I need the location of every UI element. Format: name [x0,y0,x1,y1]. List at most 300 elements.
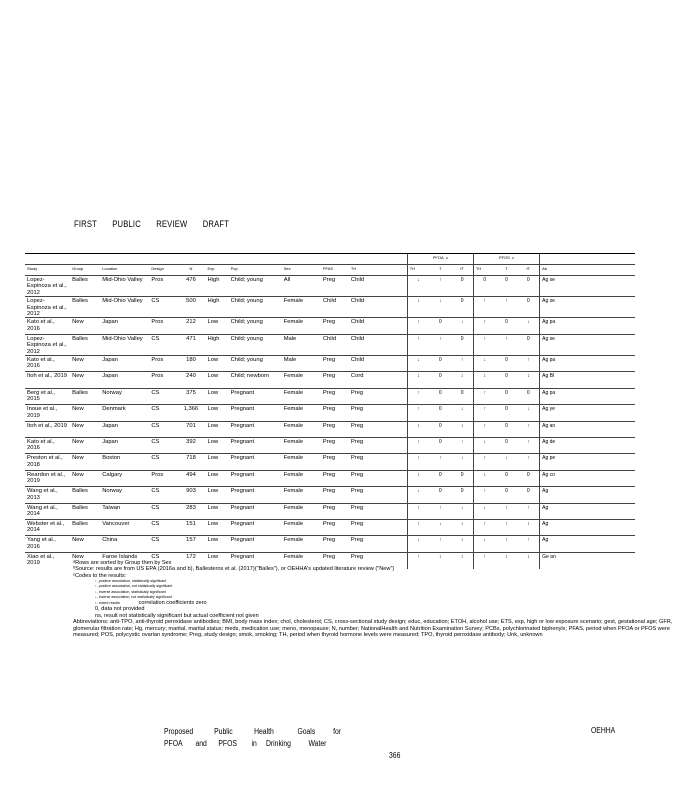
cell-result: ↑ [429,503,451,519]
cell-result: ↑ [407,405,429,421]
cell-group: New [70,405,100,421]
table-row [25,334,635,355]
cell-result: ↑ [518,356,540,372]
cell-result: ↕ [495,552,517,568]
cell-result: ↓ [451,318,473,334]
col-header: Group [70,265,100,276]
cell-design: CS [149,297,176,318]
cell-study: Kato et al., 2016 [25,356,70,372]
cell-loc: Mid-Ohio Valley [100,334,149,355]
cell-group: Balles [70,297,100,318]
header-spacer [540,254,635,265]
cell-exp: Low [206,536,229,552]
cell-result: ↑ [473,334,495,355]
cell-th: Preg [349,421,407,437]
col-header: Exp [206,265,229,276]
cell-sex: Female [282,438,321,454]
cell-result: 0 [429,421,451,437]
cell-exp: Low [206,318,229,334]
cell-n: 718 [176,454,205,470]
cell-result: ↕ [518,519,540,535]
cell-pfas: Preg [321,519,349,535]
cell-loc: Calgary [100,470,149,486]
cell-result: ↑ [495,297,517,318]
cell-result: ↑ [473,405,495,421]
cell-group: New [70,438,100,454]
cell-exp: Low [206,356,229,372]
cell-loc: Japan [100,372,149,388]
cell-abbrev: Ag pa [540,388,635,404]
cell-loc: Mid-Ohio Valley [100,276,149,297]
cell-pfas: Preg [321,454,349,470]
col-header: Pop [229,265,282,276]
banner-word: FIRST [74,219,97,229]
cell-th: Cord [349,372,407,388]
cell-design: Pros [149,276,176,297]
cell-result: ↕ [473,372,495,388]
table-row [25,519,635,535]
cell-result: ↑ [407,438,429,454]
table-notes [73,560,673,639]
cell-abbrev: Ag ye [540,405,635,421]
header-spacer [25,254,407,265]
cell-abbrev: Ag se [540,334,635,355]
table-row [25,438,635,454]
cell-abbrev: Ag se [540,276,635,297]
cell-th: Child [349,276,407,297]
cell-result: ↕ [451,536,473,552]
cell-study: Webster et al., 2014 [25,519,70,535]
cell-th: Preg [349,405,407,421]
cell-exp: Low [206,454,229,470]
table-row [25,470,635,486]
cell-result: ↕ [518,372,540,388]
cell-study: Kato et al., 2016 [25,318,70,334]
cell-result: ↑ [429,536,451,552]
cell-study: Lopez-Espinoza et al., 2012 [25,276,70,297]
cell-result: ↑ [407,318,429,334]
cell-pfas: Preg [321,438,349,454]
col-header: TH [349,265,407,276]
cell-n: 1,366 [176,405,205,421]
cell-result: ↓ [429,519,451,535]
cell-th: Preg [349,536,407,552]
cell-study: Lopez-Espinoza et al., 2012 [25,334,70,355]
sub-col-header: T [429,265,451,276]
cell-result: ↓ [473,536,495,552]
cell-n: 157 [176,536,205,552]
cell-design: CS [149,552,176,568]
cell-group: New [70,552,100,568]
note: ᶜCodes to the results: [73,572,127,579]
cell-design: Pros [149,318,176,334]
cell-result: ↕ [407,470,429,486]
cell-result: ↑ [518,536,540,552]
cell-pfas: Preg [321,552,349,568]
col-header: Sex [282,265,321,276]
cell-result: 0 [495,356,517,372]
cell-result: ↕ [518,552,540,568]
cell-exp: Low [206,388,229,404]
cell-design: CS [149,503,176,519]
cell-result: 0 [451,334,473,355]
cell-result: 0 [518,334,540,355]
cell-n: 392 [176,438,205,454]
cell-exp: Low [206,503,229,519]
cell-result: ↓ [407,356,429,372]
cell-th: Preg [349,519,407,535]
cell-result: 0 [518,487,540,503]
cell-pop: Child; young [229,297,282,318]
cell-pop: Child; young [229,356,282,372]
cell-result: 0 [495,388,517,404]
cell-result: ↑ [451,356,473,372]
cell-result: ↕ [451,552,473,568]
sub-col-header: T [495,265,517,276]
cell-result: 0 [495,276,517,297]
cell-group: Balles [70,334,100,355]
cell-pfas: Preg [321,356,349,372]
cell-result: ↕ [451,372,473,388]
cell-result: ↕ [429,552,451,568]
cell-result: ↑ [407,334,429,355]
table-row [25,388,635,404]
footer-word: Public [214,727,233,736]
cell-study: Kato et al., 2016 [25,438,70,454]
sub-col-header: TH [407,265,429,276]
cell-group: Balles [70,276,100,297]
cell-loc: Boston [100,454,149,470]
cell-pfas: Preg [321,503,349,519]
cell-result: ↓ [451,503,473,519]
draft-banner [74,219,244,229]
cell-result: ↑ [495,334,517,355]
cell-study: Reardon et al., 2019 [25,470,70,486]
cell-loc: Japan [100,438,149,454]
header-pfos: PFOS c [473,254,539,265]
cell-result: ↓ [407,487,429,503]
cell-result: ↕ [407,421,429,437]
cell-n: 903 [176,487,205,503]
cell-result: ↑ [495,503,517,519]
cell-result: 0 [495,438,517,454]
cell-loc: Denmark [100,405,149,421]
cell-design: Pros [149,372,176,388]
cell-result: 0 [495,372,517,388]
cell-pop: Pregnant [229,536,282,552]
cell-result: ↓ [495,454,517,470]
cell-pfas: Preg [321,487,349,503]
cell-abbrev: Ag [540,503,635,519]
cell-th: Preg [349,487,407,503]
cell-result: ↓ [473,356,495,372]
table-row [25,405,635,421]
cell-pop: Pregnant [229,503,282,519]
table-row [25,356,635,372]
cell-n: 476 [176,276,205,297]
footer-title [164,726,341,750]
cell-result: ↓ [451,405,473,421]
cell-result: 0 [451,470,473,486]
cell-n: 172 [176,552,205,568]
cell-th: Preg [349,552,407,568]
cell-result: 0 [518,470,540,486]
footer-word: Goals [297,727,316,736]
cell-pfas: Child [321,297,349,318]
cell-study: Preston et al., 2018 [25,454,70,470]
cell-result: ↓ [473,438,495,454]
cell-design: CS [149,421,176,437]
cell-design: CS [149,454,176,470]
cell-result: ↓ [407,536,429,552]
cell-result: ↑ [407,388,429,404]
cell-group: New [70,470,100,486]
cell-exp: Low [206,552,229,568]
cell-design: CS [149,334,176,355]
code-item: ↑, positive association, not statistically significant [95,584,173,589]
code-item: ↓, inverse association, not statistically significant [95,594,172,599]
cell-study: Wang et al., 2014 [25,503,70,519]
cell-study: Xiao et al., 2019 [25,552,70,568]
cell-result: ↑ [429,276,451,297]
cell-abbrev: Ag BI [540,372,635,388]
cell-design: Pros [149,356,176,372]
cell-pfas: Preg [321,421,349,437]
cell-result: ↓ [451,454,473,470]
table-row [25,297,635,318]
cell-result: ↕ [473,470,495,486]
sub-col-header: fT [451,265,473,276]
cell-pfas: Preg [321,276,349,297]
cell-group: New [70,318,100,334]
cell-result: 0 [518,276,540,297]
sub-col-header: TH [473,265,495,276]
cell-group: New [70,421,100,437]
header-pfoa: PFOA c [407,254,473,265]
cell-sex: Female [282,503,321,519]
cell-pfas: Preg [321,470,349,486]
footer-word: Health [254,727,274,736]
cell-group: New [70,536,100,552]
cell-result: 0 [495,405,517,421]
cell-abbrev: Ag pe [540,454,635,470]
cell-th: Preg [349,388,407,404]
cell-pop: Pregnant [229,388,282,404]
cell-result: 0 [495,470,517,486]
cell-group: Balles [70,519,100,535]
cell-pfas: Preg [321,388,349,404]
cell-pop: Child; newborn [229,372,282,388]
cell-study: Berg et al., 2015 [25,388,70,404]
cell-n: 701 [176,421,205,437]
cell-result: ↑ [518,421,540,437]
cell-design: CS [149,487,176,503]
cell-sex: Female [282,388,321,404]
cell-loc: Taiwan [100,503,149,519]
cell-th: Child [349,356,407,372]
cell-n: 283 [176,503,205,519]
cell-n: 240 [176,372,205,388]
cell-abbrev: Ag pa [540,356,635,372]
cell-group: New [70,454,100,470]
cell-exp: Low [206,405,229,421]
abbreviations: Abbreviations: anti-TPO, anti-thyroid peroxidase antibodies; BMI, body mass index; chol, cholesterol; CS, cross-sectional study design; educ, education; ETOH, alcohol use; ETS, exp, high or low exposure scenario; gest, gestational age; GFR, glomerular filtration rate; Hg, mercury; marital, marital status; meds, medication use; meno, menopause; N, number; NationalHealth and Nutrition Examination Survey; PCBs, polychlorinated biphenyls; PFAS, period when PFOA or PFOS were measured; POS, polycystic ovarian syndrome; Preg, study design; smok, smoking; TH, period when thyroid hormone levels were measured; TPO, thyroid peroxidase antibody; Unk, unknown [73,619,673,639]
cell-group: Balles [70,503,100,519]
cell-result: 0 [429,470,451,486]
cell-abbrev: Ag [540,519,635,535]
banner-word: REVIEW [156,219,188,229]
footer-word: in [251,739,257,748]
cell-loc: Japan [100,356,149,372]
cell-result: 0 [429,318,451,334]
cell-study: Inoue et al., 2019 [25,405,70,421]
col-header: Study [25,265,70,276]
cell-result: ↑ [518,454,540,470]
cell-pfas: Preg [321,405,349,421]
cell-result: ↑ [473,552,495,568]
cell-result: ↑ [495,536,517,552]
col-header: Ab [540,265,635,276]
col-header: Design [149,265,176,276]
cell-study: Yang et al., 2016 [25,536,70,552]
cell-sex: Female [282,470,321,486]
cell-n: 500 [176,297,205,318]
cell-sex: Female [282,318,321,334]
footer-word: PFOS [218,739,237,748]
cell-result: ↓ [518,405,540,421]
cell-pop: Pregnant [229,487,282,503]
code-item: ns, result not statistically significant but actual coefficient not given [95,612,259,619]
cell-loc: China [100,536,149,552]
cell-result: 0 [451,487,473,503]
table-row [25,318,635,334]
cell-n: 212 [176,318,205,334]
cell-design: CS [149,405,176,421]
footer-word: Water [308,739,327,748]
cell-exp: High [206,276,229,297]
footer-word: PFOA [164,739,183,748]
cell-result: ↕ [451,519,473,535]
cell-result: 0 [429,388,451,404]
cell-result: 0 [451,388,473,404]
cell-abbrev: Ge an [540,552,635,568]
cell-sex: Female [282,454,321,470]
cell-loc: Faroe Islands [100,552,149,568]
cell-sex: Female [282,421,321,437]
cell-result: 0 [451,297,473,318]
cell-th: Preg [349,438,407,454]
footer-agency: OEHHA [591,726,616,735]
cell-design: CS [149,388,176,404]
cell-sex: Female [282,372,321,388]
cell-loc: Norway [100,487,149,503]
cell-sex: Female [282,405,321,421]
cell-pop: Child; young [229,276,282,297]
cell-result: ↑ [407,503,429,519]
col-header: Location [100,265,149,276]
cell-result: ↑ [495,519,517,535]
cell-exp: Low [206,470,229,486]
cell-result: 0 [429,487,451,503]
cell-result: ↑ [473,487,495,503]
cell-study: Itoh et al., 2019 [25,372,70,388]
cell-pop: Pregnant [229,519,282,535]
cell-study: Wang et al., 2013 [25,487,70,503]
cell-sex: Male [282,334,321,355]
cell-sex: Female [282,536,321,552]
cell-result: ↑ [429,454,451,470]
cell-result: ↓ [473,503,495,519]
cell-design: CS [149,519,176,535]
cell-result: ↕ [407,372,429,388]
cell-th: Preg [349,454,407,470]
cell-pop: Pregnant [229,405,282,421]
cell-result: ↑ [473,519,495,535]
note: ᵇSource: results are from US EPA (2016a and b), Ballesteros et al. (2017)("Balles"), or OEHHA's updated literature review ("New") [73,566,395,573]
footer-word: Drinking [266,739,291,748]
cell-sex: Male [282,356,321,372]
cell-n: 471 [176,334,205,355]
cell-result: ↑ [473,454,495,470]
cell-result: ↑ [407,519,429,535]
cell-th: Preg [349,503,407,519]
cell-loc: Japan [100,421,149,437]
cell-result: ↓ [518,318,540,334]
code-item: ↕, mixed results correlation coefficients zero [95,600,207,607]
cell-result: ↑ [518,503,540,519]
cell-th: Child [349,318,407,334]
cell-result: 0 [495,318,517,334]
cell-result: 0 [429,372,451,388]
cell-sex: All [282,276,321,297]
cell-abbrev: Ag de [540,438,635,454]
cell-abbrev: Ag pa [540,318,635,334]
table-row [25,536,635,552]
cell-th: Preg [349,470,407,486]
cell-pop: Pregnant [229,438,282,454]
cell-design: CS [149,536,176,552]
cell-result: 0 [518,297,540,318]
banner-word: DRAFT [202,219,230,229]
sub-col-header: fT [518,265,540,276]
cell-th: Child [349,297,407,318]
cell-abbrev: Ag an [540,421,635,437]
cell-result: ↑ [473,421,495,437]
cell-pop: Pregnant [229,454,282,470]
cell-pfas: Preg [321,318,349,334]
cell-exp: Low [206,438,229,454]
note: ᵃRows are sorted by Group then by Sex [73,560,172,566]
page-number: 366 [389,751,401,760]
cell-abbrev: Ag [540,536,635,552]
cell-result: 0 [429,438,451,454]
cell-group: Balles [70,487,100,503]
cell-result: ↑ [407,454,429,470]
cell-result: ↓ [429,297,451,318]
cell-result: ↑ [429,334,451,355]
cell-loc: Norway [100,388,149,404]
code-item: ↑, positive association, statistically significant [95,579,167,584]
cell-exp: Low [206,519,229,535]
cell-design: Pros [149,470,176,486]
cell-study: Lopez-Espinoza et al., 2012 [25,297,70,318]
footer-word: for [333,727,342,736]
cell-loc: Mid-Ohio Valley [100,297,149,318]
cell-sex: Female [282,552,321,568]
cell-sex: Female [282,487,321,503]
cell-n: 375 [176,388,205,404]
cell-result: ↓ [407,297,429,318]
